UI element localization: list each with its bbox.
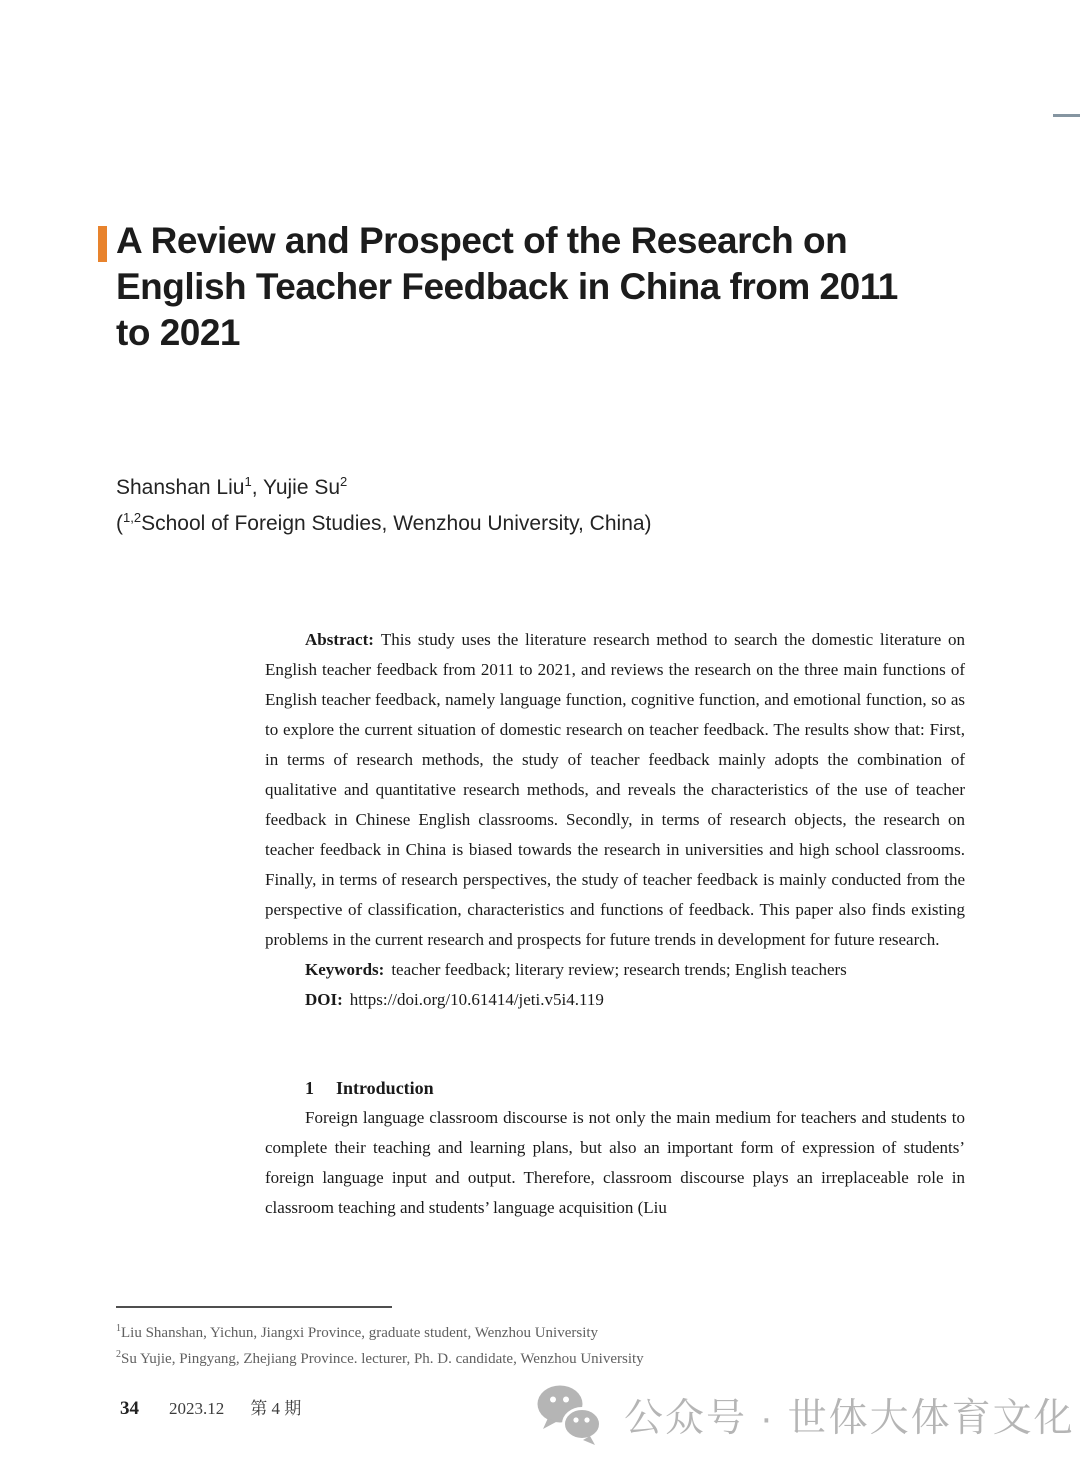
wechat-icon — [536, 1384, 602, 1446]
footnote-1 — [116, 1320, 644, 1346]
intro-paragraph: Foreign language classroom discourse is not only the main medium for teachers and students to complete their teaching and learning plans, but also an important form of expression of students’ foreign language input and output. Therefore, classroom discourse plays an irreplaceable role in classroom teaching and students’ language acquisition (Liu — [265, 1108, 965, 1217]
author-affiliation — [116, 506, 652, 542]
footnote-1-sup: 1 — [116, 1323, 121, 1334]
abstract-paragraph — [265, 625, 965, 955]
keywords-text: teacher feedback; literary review; research trends; English teachers — [391, 960, 847, 979]
doi-line — [265, 985, 965, 1015]
affiliation-sup: 1,2 — [123, 510, 142, 525]
affiliation-text: School of Foreign Studies, Wenzhou University, China) — [141, 512, 652, 535]
footnotes — [116, 1320, 644, 1372]
issue-number: 第 4 期 — [250, 1399, 302, 1418]
footnote-2-text: Su Yujie, Pingyang, Zhejiang Province. lecturer, Ph. D. candidate, Wenzhou University — [121, 1351, 644, 1367]
author-sup-2: 2 — [340, 474, 348, 489]
footnote-1-text: Liu Shanshan, Yichun, Jiangxi Province, graduate student, Wenzhou University — [121, 1325, 599, 1341]
page-number: 34 — [120, 1398, 139, 1419]
author-name-1: Shanshan Liu — [116, 476, 245, 499]
keywords-line — [265, 955, 965, 985]
author-sup-1: 1 — [244, 474, 252, 489]
watermark-text: 公众号 · 世体大体育文化 — [624, 1397, 1075, 1440]
footnote-divider — [116, 1306, 392, 1308]
author-name-2: Yujie Su — [262, 476, 341, 499]
footnote-2-sup: 2 — [116, 1349, 121, 1360]
watermark — [536, 1384, 1075, 1446]
author-separator: , — [251, 476, 263, 499]
page-footer — [120, 1394, 301, 1420]
doi-label: DOI: — [305, 990, 343, 1009]
section-number: 1 — [305, 1078, 314, 1098]
doi-link[interactable]: https://doi.org/10.61414/jeti.v5i4.119 — [349, 990, 604, 1009]
abstract-label: Abstract: — [305, 630, 374, 649]
main-content — [265, 625, 965, 1223]
abstract-text: This study uses the literature research method to search the domestic literature on English teacher feedback from 2011 to 2021, and reviews the research on the three main functions of English teacher feedback, namely language function, cognitive function, and emotional function, so as to explore the current situation of domestic research on teacher feedback. The results show that: First, in terms of research methods, the study of teacher feedback mainly adopts the combination of qualitative and quantitative research methods, and reveals the characteristics of the use of teacher feedback in Chinese English classrooms. Secondly, in terms of research objects, the research on teacher feedback in China is biased towards the research in universities and high school classrooms. Finally, in terms of research perspectives, the study of teacher feedback is mainly conducted from the perspective of classification, characteristics and functions of feedback. This paper also finds existing problems in the current research and prospects for future trends in development for future research. — [265, 630, 965, 949]
author-names — [116, 470, 652, 506]
page-title-line-1: A Review and Prospect of the Research on — [116, 220, 848, 261]
section-heading — [265, 1073, 965, 1103]
section-title: Introduction — [336, 1078, 434, 1098]
top-right-dash — [1053, 114, 1080, 117]
page-title-line-3: to 2021 — [116, 312, 241, 353]
issue-date: 2023.12 — [169, 1399, 225, 1418]
keywords-label: Keywords: — [305, 960, 385, 979]
footnote-2 — [116, 1346, 644, 1372]
affiliation-prefix: ( — [116, 512, 123, 535]
page-title — [116, 218, 982, 356]
authors-block — [116, 470, 652, 542]
page-title-line-2: English Teacher Feedback in China from 2011 — [116, 266, 898, 307]
title-accent-bar — [98, 226, 107, 262]
